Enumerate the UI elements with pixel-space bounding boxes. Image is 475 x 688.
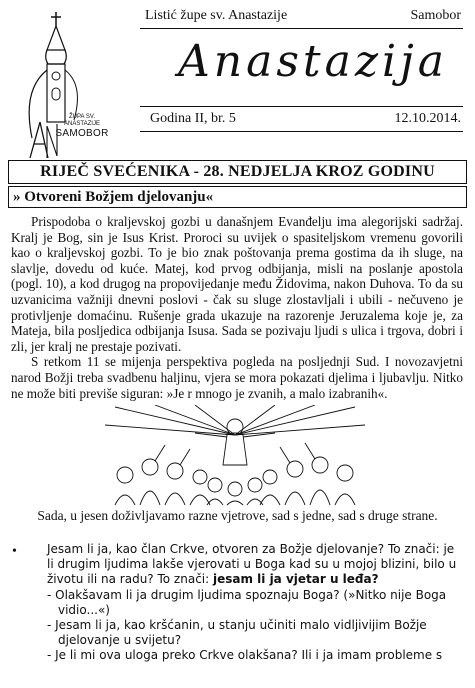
logo-line-2: ANASTAZIJE [64, 121, 100, 127]
question-1 [47, 542, 459, 588]
parish-title: Listić župe sv. Anastazije [145, 8, 288, 23]
town-name: Samobor [410, 8, 461, 23]
issue-date: 12.10.2014. [394, 111, 461, 126]
logo-caption [52, 114, 112, 139]
issue-line [150, 111, 461, 127]
header-rule-top [140, 28, 463, 29]
header-rule-bottom [140, 131, 463, 132]
bullet-marker: • [12, 544, 17, 559]
masthead-title: Anastazija [178, 36, 448, 87]
logo-line-1: ŽUPA SV. [68, 114, 95, 120]
question-dash-2: - Jesam li ja, kao kršćanin, u stanju učiniti malo vidljivijim Božje djelovanje u svijetu? [47, 618, 427, 648]
header-rule-mid [140, 106, 463, 107]
section-title: RIJEČ SVEĆENIKA - 28. NEDJELJA KROZ GODINU [8, 160, 467, 184]
question-1-text: Jesam li ja, kao član Crkve, otvoren za Božje djelovanje? To znači: je li drugim ljudima lakše vjerovati u Boga kad su u mojoj blizini, bilo u životu ili na radu? To znači: [47, 542, 457, 587]
question-dash-1: - Olakšavam li ja drugim ljudima spoznaju Boga? (»Nitko nije Boga vidio...«) [47, 587, 447, 617]
header-top [145, 8, 461, 24]
article-subtitle: » Otvoreni Božjem djelovanju« [8, 186, 467, 208]
article-body [11, 214, 463, 401]
issue-number: Godina II, br. 5 [150, 111, 236, 126]
logo-line-3: SAMOBOR [55, 128, 109, 139]
illustration-caption: Sada, u jesen doživljavamo razne vjetrove, sad s jedne, sad s druge strane. [37, 508, 438, 523]
paragraph-1: Prispodoba o kraljevskoj gozbi u današnjem Evanđelju ima alegorijski sadržaj. Kralj je Bog, sin je Isus Krist. Proroci su uvijek o spasiteljskom vremenu govorili kao o kraljevskoj gozbi. To je bio znak poštovanja prema gostima da ih sluge, na slavlje, dovedu od kuće. Matej, kod prvog odbijanja, misli na poslanje apostola (pogl. 10), a kod drugog na propovijedanje među Židovima, nakon Duhova. To da su uzvanicima važniji dnevni poslovi - čak su sluge zlostavljali i ubili - nečuveno je protivljenje domaćinu. Rušenje grada ukazuje na razorenje Jeruzalema koje je, za Mateja, bila posljedica odbijanja Isusa. Sada se pozivaju ljudi s ulica i trgova, dobri i zli, jer kralj ne prestaje pozivati. [11, 214, 463, 354]
christ-with-crowd-illustration [95, 405, 375, 507]
reflection-questions [47, 542, 459, 664]
question-dash-3: - Je li mi ova uloga preko Crkve olakšana? Ili i ja imam probleme s [47, 648, 443, 663]
question-1-emphasis: jesam li ja vjetar u leđa? [212, 572, 379, 587]
paragraph-2: S retkom 11 se mijenja perspektiva pogleda na posljednji Sud. I novozavjetni narod Božji treba svadbenu haljinu, vjera se mora pokazati djelima i ljubavlju. Nitko ne može biti previše siguran: »Je r mnogo je zvanih, a malo izabranih«. [11, 354, 463, 401]
